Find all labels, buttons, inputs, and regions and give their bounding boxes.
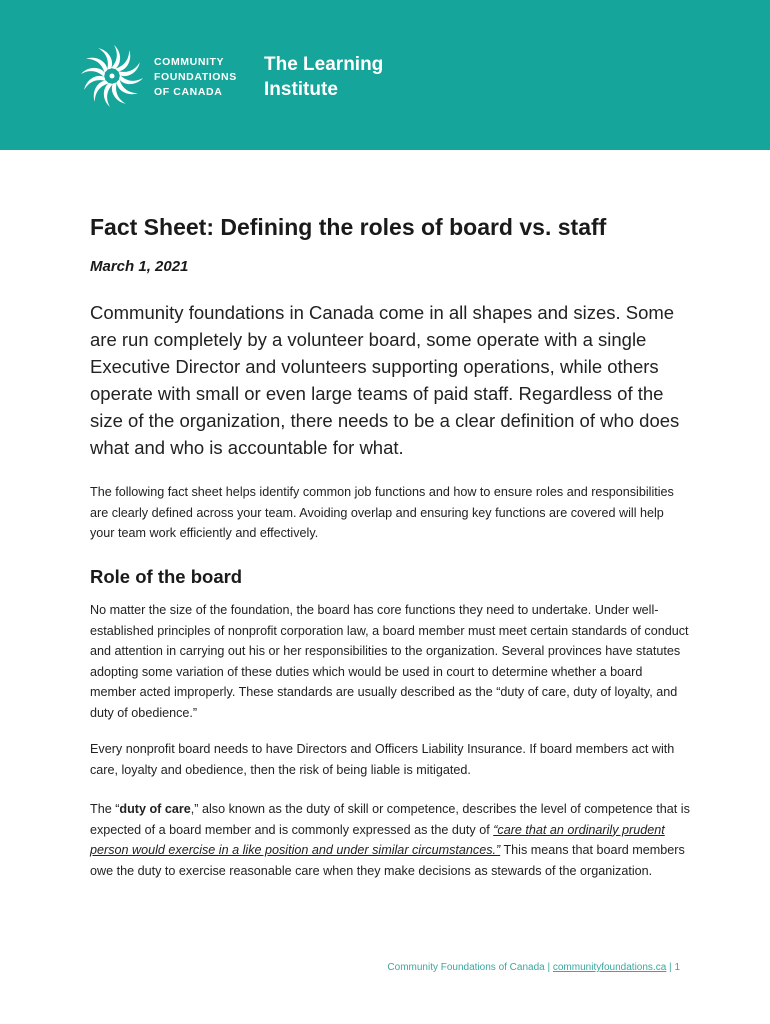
org-name-line-2: FOUNDATIONS (154, 71, 237, 83)
flower-burst-logo-icon (78, 42, 146, 110)
page-number: 1 (674, 962, 680, 973)
duty-of-care-pre: The “ (90, 802, 120, 816)
page-title: Fact Sheet: Defining the roles of board vs. staff (90, 214, 607, 240)
duty-of-care-term: duty of care (119, 802, 191, 816)
org-name-line-1: COMMUNITY (154, 56, 225, 68)
institute-line-2: Institute (264, 79, 338, 100)
publish-date: March 1, 2021 (90, 258, 189, 275)
footer-org: Community Foundations of Canada (387, 962, 545, 973)
prudent-person-link[interactable]: “care that an ordinarily prudent person would exercise in a like position and under similar circumstances.” (90, 822, 665, 857)
institute-name (264, 52, 383, 102)
org-name-line-3: OF CANADA (154, 86, 223, 98)
page-footer (387, 962, 680, 973)
header-banner (0, 0, 770, 150)
liability-insurance-paragraph: Every nonprofit board needs to have Directors and Officers Liability Insurance. If board members act with care, loyalty and obedience, then the risk of being liable is mitigated. (90, 742, 675, 777)
section-heading-role-of-board: Role of the board (90, 566, 243, 587)
org-name (154, 55, 237, 100)
duty-of-care-paragraph (90, 799, 690, 881)
footer-separator-1: | (544, 962, 553, 973)
intro-paragraph: Community foundations in Canada come in all shapes and sizes. Some are run completely by a volunteer board, some operate with a single Executive Director and volunteers supporting operations, while others operate with small or even large teams of paid staff. Regardless of the size of the organization, there needs to be a clear definition of who does what and who is accountable for what. (90, 302, 680, 458)
institute-line-1: The Learning (264, 54, 384, 75)
footer-separator-2: | (666, 962, 675, 973)
fact-sheet-purpose-paragraph: The following fact sheet helps identify common job functions and how to ensure roles and responsibilities are clearly defined across your team. Avoiding overlap and ensuring key functions are covered will help your team work efficiently and effectively. (90, 485, 674, 540)
duty-of-care-mid: ,” also known as the duty of skill or competence, describes the level of competence that is expected of a board member and is commonly expressed as the duty of (90, 802, 690, 837)
duty-of-care-post: This means that board members owe the duty to exercise reasonable care when they make decisions as stewards of the organization. (90, 843, 685, 878)
board-core-functions-paragraph: No matter the size of the foundation, the board has core functions they need to undertake. Under well-established principles of nonprofit corporation law, a board member must meet certain standards of conduct and attention in carrying out his or her responsibilities to the organization. Several provinces have statutes adopting some variation of these duties which would be used in court to determine whether a board member acted improperly. These standards are usually described as the “duty of care, duty of loyalty, and duty of obedience.” (90, 603, 689, 720)
footer-website-link[interactable]: communityfoundations.ca (552, 962, 667, 973)
